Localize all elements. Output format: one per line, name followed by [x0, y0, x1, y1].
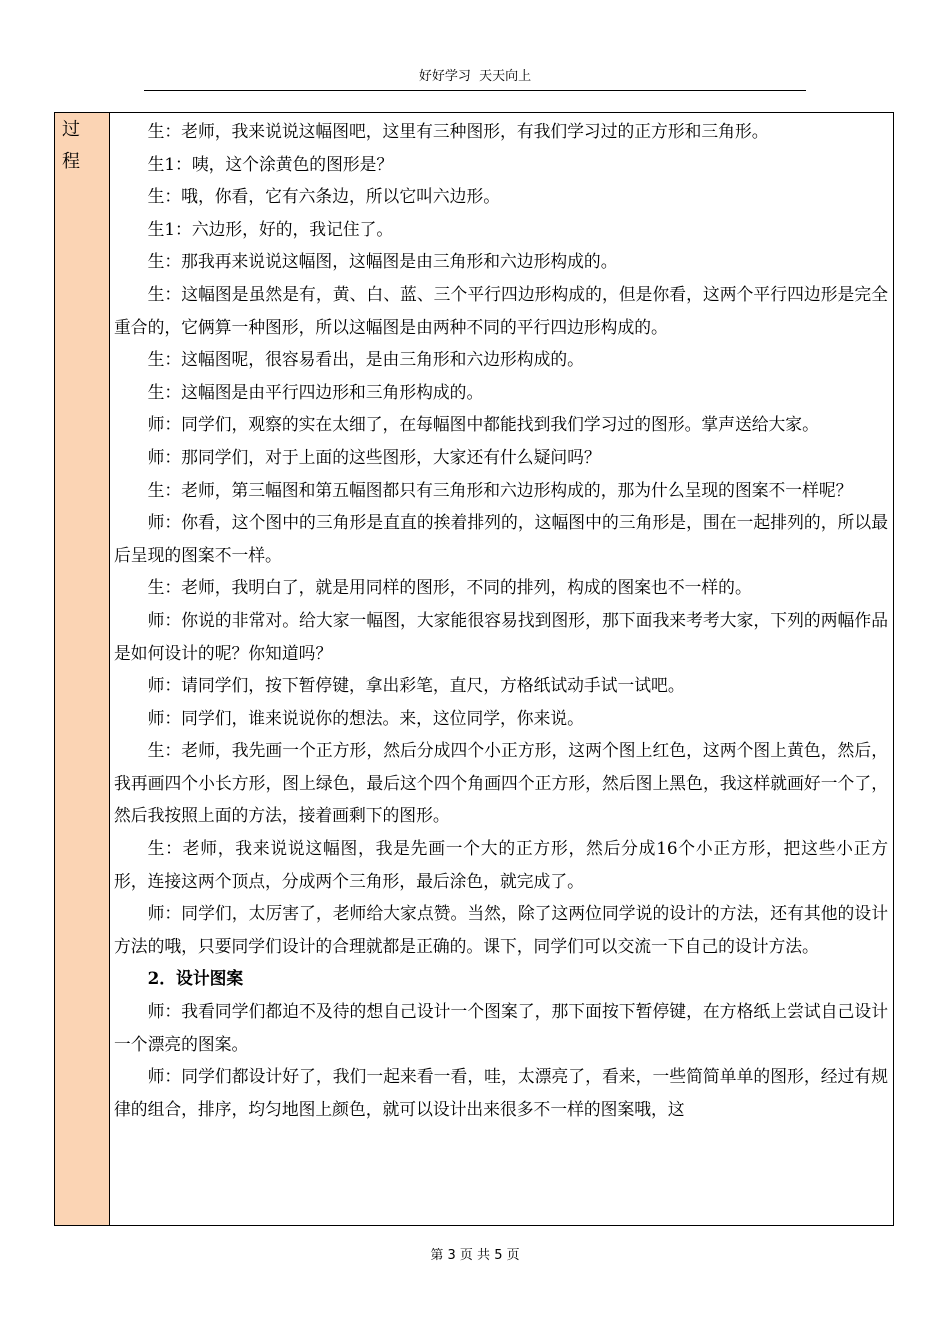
section-label	[55, 113, 109, 178]
paragraph: 师：你看，这个图中的三角形是直直的挨着排列的，这幅图中的三角形是，围在一起排列的，所以最后呈现的图案不一样。	[114, 512, 888, 565]
paragraph: 师：同学们，太厉害了，老师给大家点赞。当然，除了这两位同学说的设计的方法，还有其他的设计方法的哦，只要同学们设计的合理就都是正确的。课下，同学们可以交流一下自己的设计方法。	[114, 903, 888, 956]
page-footer: 第 3 页 共 5 页	[430, 1248, 520, 1263]
paragraph: 师：你说的非常对。给大家一幅图，大家能很容易找到图形，那下面我来考考大家，下列的两幅作品是如何设计的呢？你知道吗？	[114, 609, 888, 663]
paragraph: 师：同学们都设计好了，我们一起来看一看，哇，太漂亮了，看来，一些简简单单的图形，经过有规律的组合，排序，均匀地图上颜色，就可以设计出来很多不一样的图案哦，这	[114, 1066, 888, 1119]
paragraph: 生：那我再来说说这幅图，这幅图是由三角形和六边形构成的。	[147, 251, 618, 272]
section-label-cell	[55, 113, 110, 1225]
paragraph: 师：请同学们，按下暂停键，拿出彩笔，直尺，方格纸试动手试一试吧。	[147, 675, 685, 696]
paragraph: 师：同学们，观察的实在太细了，在每幅图中都能找到我们学习过的图形。掌声送给大家。	[147, 414, 819, 435]
paragraph: 师：同学们，谁来说说你的想法。来，这位同学，你来说。	[147, 707, 584, 728]
lesson-content	[114, 115, 888, 1125]
section-heading: 2．设计图案	[147, 968, 244, 989]
paragraph: 生：老师，我明白了，就是用同样的图形，不同的排列，构成的图案也不一样的。	[147, 577, 752, 598]
paragraph: 师：我看同学们都迫不及待的想自己设计一个图案了，那下面按下暂停键，在方格纸上尝试自己设计一个漂亮的图案。	[114, 1001, 888, 1054]
section-label-char-2: 程	[62, 151, 80, 172]
section-label-char-1: 过	[62, 119, 80, 140]
paragraph: 生1：咦，这个涂黄色的图形是？	[147, 153, 394, 174]
paragraph: 生：老师，我先画一个正方形，然后分成四个小正方形，这两个图上红色，这两个图上黄色，然后，我再画四个小长方形，图上绿色，最后这个四个角画四个正方形，然后图上黑色，我这样就画好一个了，然后我按照上面的方法，接着画剩下的图形。	[114, 740, 888, 826]
paragraph: 生：老师，我来说说这幅图，我是先画一个大的正方形，然后分成16个小正方形，把这些小正方形，连接这两个顶点，分成两个三角形，最后涂色，就完成了。	[114, 838, 888, 891]
paragraph: 生：老师，我来说说这幅图吧，这里有三种图形，有我们学习过的正方形和三角形。	[147, 121, 769, 141]
paragraph: 生：老师，第三幅图和第五幅图都只有三角形和六边形构成的，那为什么呈现的图案不一样呢？	[147, 479, 853, 500]
paragraph: 生：这幅图是由平行四边形和三角形构成的。	[147, 381, 484, 402]
paragraph: 生：这幅图是虽然是有，黄、白、蓝、三个平行四边形构成的，但是你看，这两个平行四边形是完全重合的，它俩算一种图形，所以这幅图是由两种不同的平行四边形构成的。	[114, 283, 888, 337]
paragraph: 生：哦，你看，它有六条边，所以它叫六边形。	[147, 186, 501, 207]
page-header: 好好学习 天天向上	[144, 64, 806, 91]
paragraph: 师：那同学们，对于上面的这些图形，大家还有什么疑问吗？	[147, 446, 601, 467]
paragraph: 生1：六边形，好的，我记住了。	[147, 218, 394, 239]
paragraph: 生：这幅图呢，很容易看出，是由三角形和六边形构成的。	[147, 349, 584, 370]
lesson-table	[54, 112, 894, 1226]
